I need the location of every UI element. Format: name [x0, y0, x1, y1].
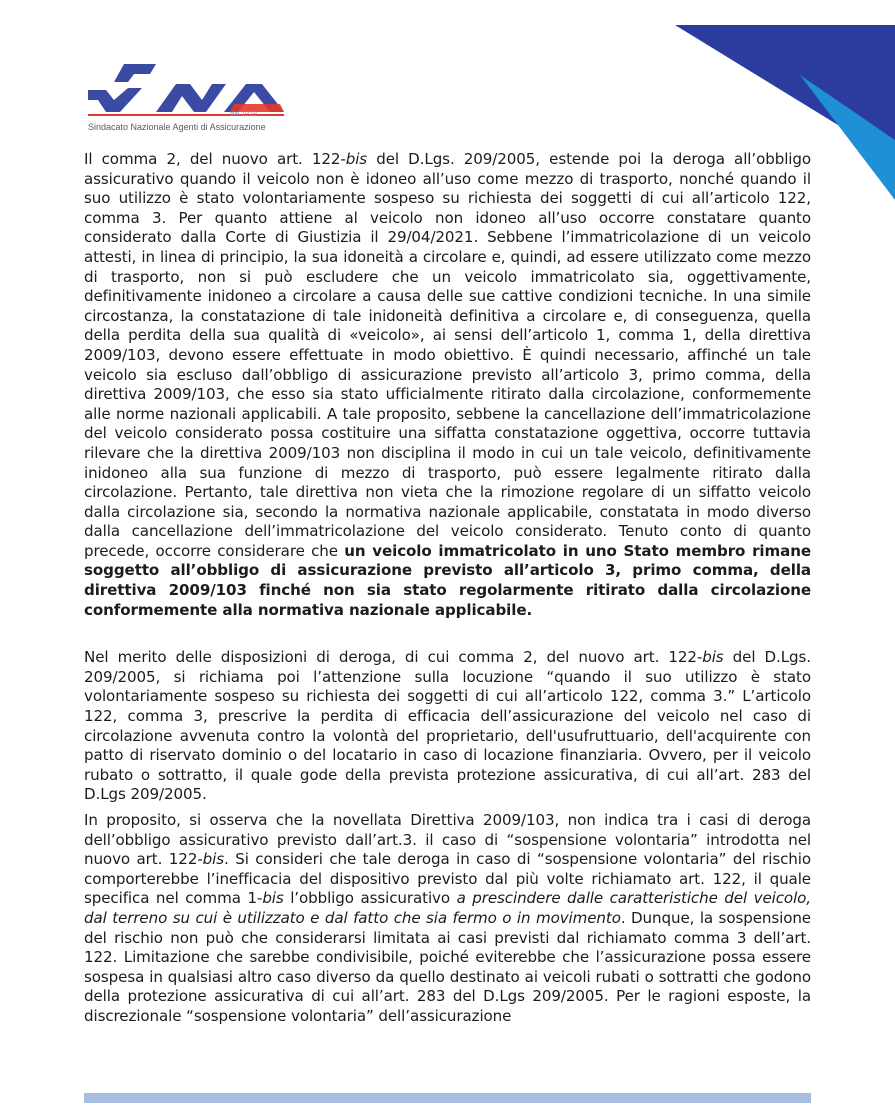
paragraph-1: Il comma 2, del nuovo art. 122-bis del D.Lgs. 209/2005, estende poi la deroga all’obbligo assicurativo quando il veicolo non è idoneo all’uso come mezzo di trasporto, nonché quando il suo utilizzo è stato volontariamente sospeso su richiesta dei soggetti di cui all’articolo 122, comma 3. Per quanto attiene al veicolo non idoneo all’uso occorre constatare quanto considerato dalla Corte di Giustizia il 29/04/2021. Sebbene l’immatricolazione di un veicolo attesti, in linea di principio, la sua idoneità a circolare e, quindi, ad essere utilizzato come mezzo di trasporto, non si può escludere che un veicolo immatricolato sia, oggettivamente, definitivamente inidoneo a circolare a causa delle sue cattive condizioni tecniche. In una simile circostanza, la constatazione di tale inidoneità definitiva a circolare e, di conseguenza, quella della perdita della sua qualità di «veicolo», ai sensi dell’articolo 1, comma 1, della direttiva 2009/103, devono essere effettuate in modo obiettivo. È quindi necessario, affinché un tale veicolo sia escluso dall’obbligo di assicurazione previsto all’articolo 3, primo comma, della direttiva 2009/103, che esso sia stato ufficialmente ritirato dalla circolazione, conformemente alle norme nazionali applicabili. A tale proposito, sebbene la cancellazione dell’immatricolazione del veicolo considerato possa costituire una siffatta constatazione oggettiva, occorre tuttavia rilevare che la direttiva 2009/103 non disciplina il modo in cui un tale veicolo, definitivamente inidoneo alla sua funzione di mezzo di trasporto, può essere legalmente ritirato dalla circolazione. Pertanto, tale direttiva non vieta che la rimozione regolare di un siffatto veicolo dalla circolazione sia, secondo la normativa nazionale applicabile, constatata in modo diverso dalla cancellazione dell’immatricolazione del veicolo considerato. Tenuto conto di quanto precede, occorre considerare che un veicolo immatricolato in uno Stato membro rimane soggetto all’obbligo di assicurazione previsto all’articolo 3, primo comma, della direttiva 2009/103 finché non sia stato regolarmente ritirato dalla circolazione conformemente alla normativa nazionale applicabile.: [84, 150, 811, 619]
logo-letter-n: [156, 84, 226, 112]
footer-bar: [84, 1093, 811, 1103]
paragraph-2: Nel merito delle disposizioni di deroga, di cui comma 2, del nuovo art. 122-bis del D.Lgs. 209/2005, si richiama poi l’attenzione sulla locuzione “quando il suo utilizzo è stato volontariamente sospeso su richiesta dei soggetti di cui all’articolo 122, comma 3.” L’articolo 122, comma 3, prescrive la perdita di efficacia dell’assicurazione del veicolo nel caso di circolazione avvenuta contro la volontà del proprietario, dell'usufruttuario, dell'acquirente con patto di riservato dominio o del locatario in caso di locazione finanziaria. Ovvero, per il veicolo rubato o sottratto, il quale gode della prevista protezione assicurativa, di cui all’art. 283 del D.Lgs 209/2005.: [84, 648, 811, 804]
sna-logo: [84, 60, 289, 140]
logo-since: dal 1919: [230, 111, 257, 118]
logo-org-name: Sindacato Nazionale Agenti di Assicurazione: [88, 122, 266, 132]
bold-conclusion: un veicolo immatricolato in uno Stato membro rimane soggetto all’obbligo di assicurazione previsto all’articolo 3, primo comma, della direttiva 2009/103 finché non sia stato regolarmente ritirato dalla circolazione conformemente alla normativa nazionale applicabile.: [84, 541, 811, 619]
sna-logo-mark: [84, 60, 289, 116]
document-body: [84, 150, 811, 1027]
logo-letter-s: [88, 88, 142, 112]
paragraph-3: In proposito, si osserva che la novellata Direttiva 2009/103, non indica tra i casi di deroga dell’obbligo assicurativo previsto dall’art.3. il caso di “sospensione volontaria” introdotta nel nuovo art. 122-bis. Si consideri che tale deroga in caso di “sospensione volontaria” del rischio comporterebbe l’inefficacia del dispositivo previsto dal più volte richiamato art. 122, il quale specifica nel comma 1-bis l’obbligo assicurativo a prescindere dalle caratteristiche del veicolo, dal terreno su cui è utilizzato e dal fatto che sia fermo o in movimento. Dunque, la sospensione del rischio non può che considerarsi limitata ai casi previsti dal richiamato comma 3 dell’art. 122. Limitazione che sarebbe condivisibile, poiché eviterebbe che l’assicurazione possa essere sospesa in qualsiasi altro caso diverso da quello destinato ai veicoli rubati o sottratti che godono della protezione assicurativa di cui all’art. 283 del D.Lgs 209/2005. Per le ragioni esposte, la discrezionale “sospensione volontaria” dell’assicurazione: [84, 811, 811, 1025]
